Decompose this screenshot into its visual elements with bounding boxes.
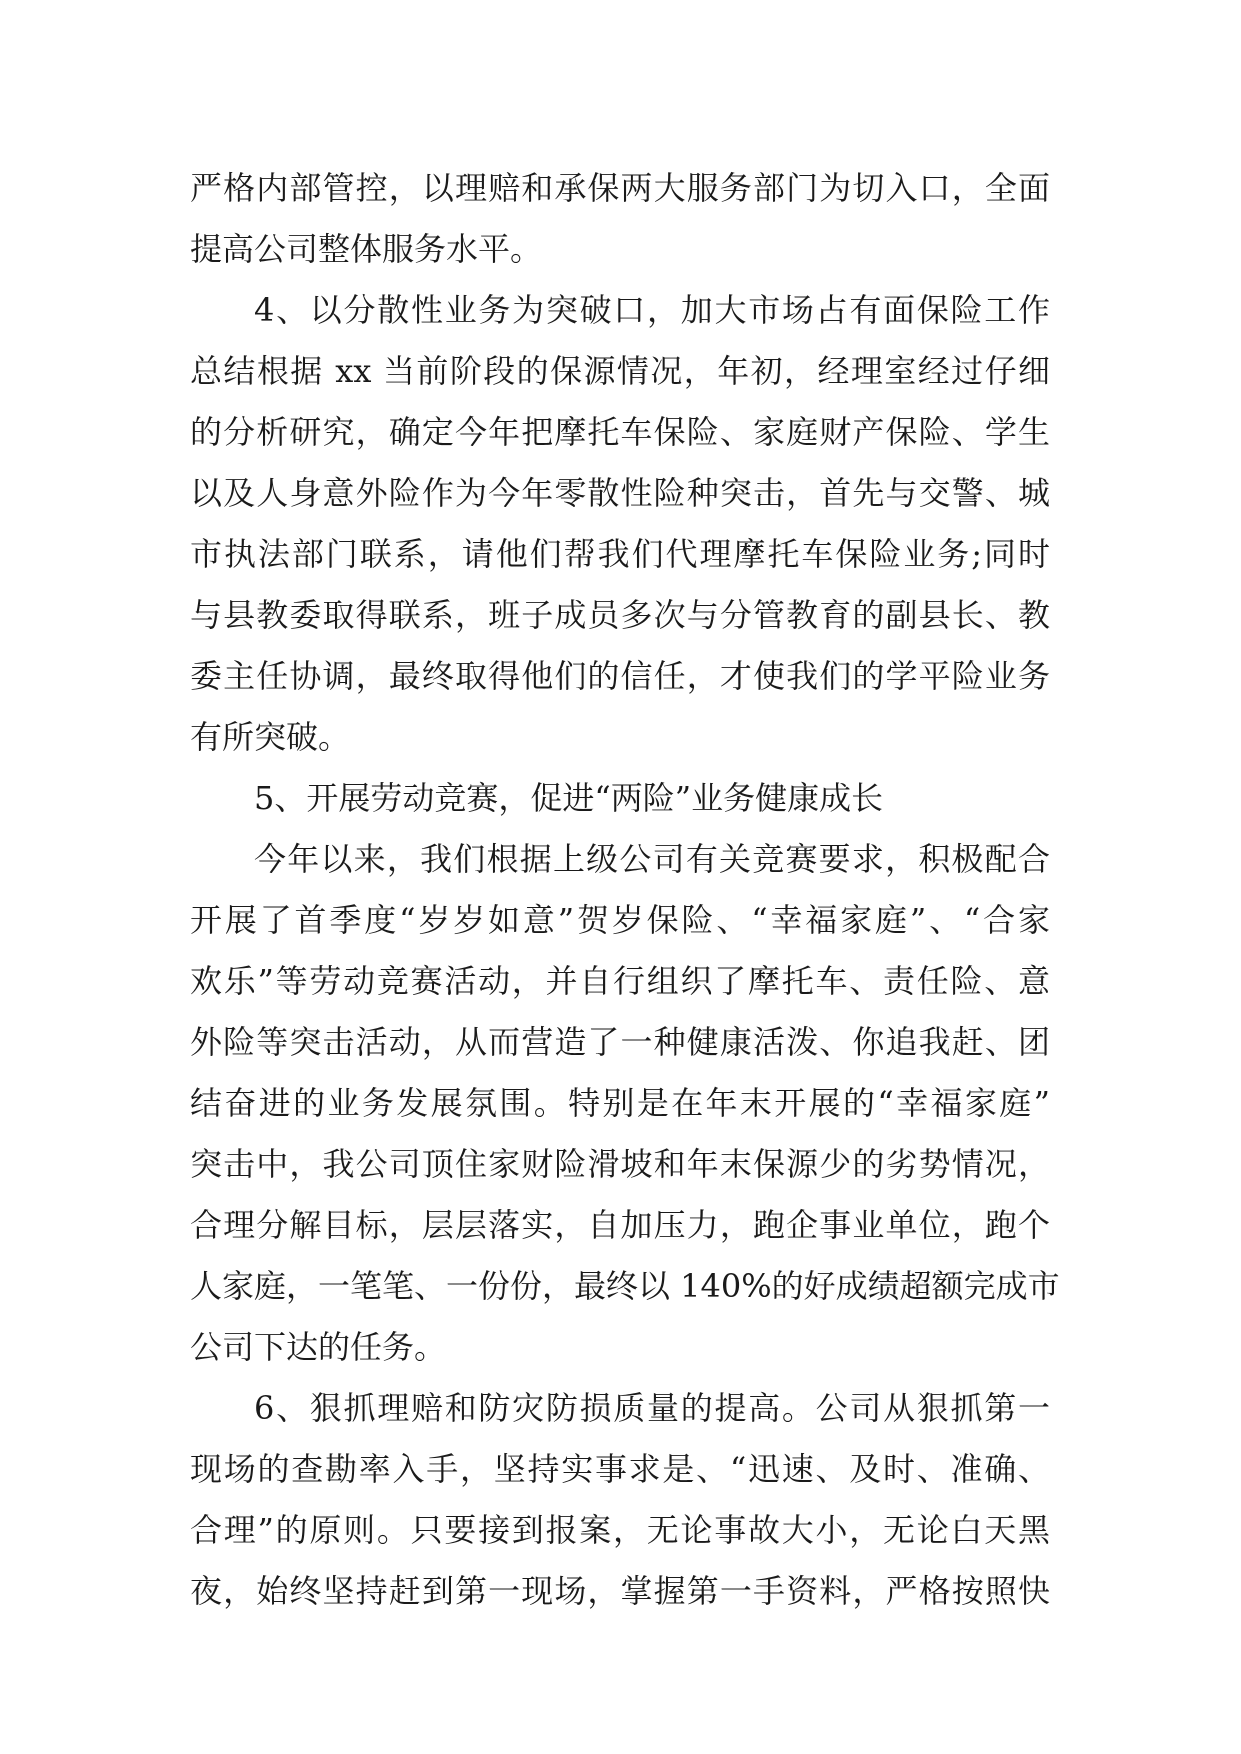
text-line: 5、开展劳动竞赛，促进“两险”业务健康成长: [254, 779, 884, 817]
text-line: 结奋进的业务发展氛围。特别是在年末开展的“幸福家庭”: [190, 1084, 1050, 1122]
text-line: 有所突破。: [190, 718, 351, 756]
text-line: 人家庭，一笔笔、一份份，最终以 140%的好成绩超额完成市: [190, 1267, 1060, 1305]
text-line: 外险等突击活动，从而营造了一种健康活泼、你追我赶、团: [190, 1023, 1050, 1061]
text-line: 夜，始终坚持赶到第一现场，掌握第一手资料，严格按照快: [190, 1572, 1050, 1610]
text-line: 以及人身意外险作为今年零散性险种突击，首先与交警、城: [190, 474, 1050, 512]
text-line: 今年以来，我们根据上级公司有关竞赛要求，积极配合: [254, 840, 1050, 878]
text-line: 开展了首季度“岁岁如意”贺岁保险、“幸福家庭”、“合家: [190, 901, 1050, 939]
text-line: 与县教委取得联系，班子成员多次与分管教育的副县长、教: [190, 596, 1050, 634]
text-line: 委主任协调，最终取得他们的信任，才使我们的学平险业务: [190, 657, 1050, 695]
text-line: 严格内部管控，以理赔和承保两大服务部门为切入口，全面: [190, 169, 1050, 207]
text-line: 合理”的原则。只要接到报案，无论事故大小，无论白天黑: [190, 1511, 1050, 1549]
text-line: 6、狠抓理赔和防灾防损质量的提高。公司从狠抓第一: [254, 1389, 1050, 1427]
document-body: [190, 158, 1060, 1622]
text-line: 突击中，我公司顶住家财险滑坡和年末保源少的劣势情况，: [190, 1145, 1050, 1183]
text-line: 提高公司整体服务水平。: [190, 230, 543, 268]
text-line: 现场的查勘率入手，坚持实事求是、“迅速、及时、准确、: [190, 1450, 1050, 1488]
text-line: 公司下达的任务。: [190, 1328, 447, 1366]
text-line: 的分析研究，确定今年把摩托车保险、家庭财产保险、学生: [190, 413, 1050, 451]
text-line: 欢乐”等劳动竞赛活动，并自行组织了摩托车、责任险、意: [190, 962, 1050, 1000]
text-line: 4、以分散性业务为突破口，加大市场占有面保险工作: [254, 291, 1050, 329]
text-line: 市执法部门联系，请他们帮我们代理摩托车保险业务;同时: [190, 535, 1050, 573]
text-line: 总结根据 xx 当前阶段的保源情况，年初，经理室经过仔细: [190, 352, 1050, 390]
text-line: 合理分解目标，层层落实，自加压力，跑企事业单位，跑个: [190, 1206, 1050, 1244]
